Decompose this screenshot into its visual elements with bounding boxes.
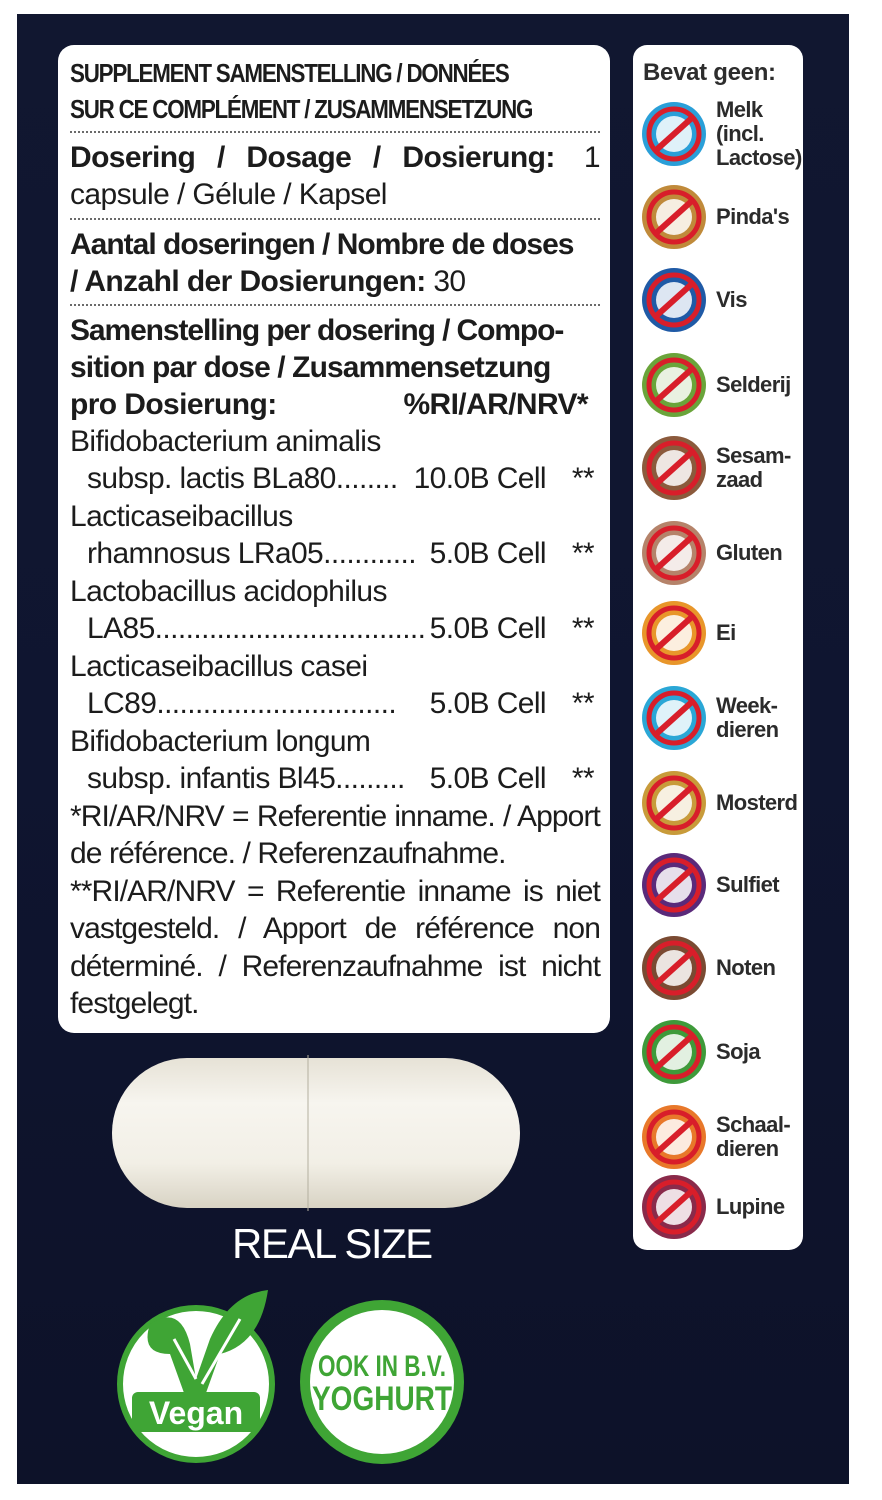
shell-icon (642, 686, 706, 750)
allergen-label: Schaal- dieren (716, 1112, 791, 1161)
allergen-label: Melk (incl. Lactose) (716, 97, 802, 170)
divider (70, 218, 600, 220)
ingredient-leader-dots: ............ (323, 537, 416, 570)
ingredient-amount: 5.0B Cell (429, 537, 546, 570)
ingredient-amount: 10.0B Cell (413, 462, 546, 495)
allergen-item (642, 1175, 785, 1239)
ingredient-row (70, 760, 600, 798)
ingredient-amount: 5.0B Cell (429, 612, 546, 645)
yoghurt-badge-line2: YOGHURT (312, 1380, 453, 1418)
divider (70, 304, 600, 306)
allergen-item (642, 98, 802, 170)
ingredient-name: Lacticaseibacillus casei (70, 649, 368, 683)
ingredient-row (70, 535, 600, 573)
allergen-label: Selderij (716, 372, 791, 397)
nut-icon (642, 936, 706, 1000)
footnote-reference-intake: *RI/AR/NRV = Referentie inname. / Apport de référence. / Referenzaufnahme. (70, 799, 600, 870)
ingredient-strain: rhamnosus LRa05 (87, 537, 324, 570)
allergen-label: Sesam- zaad (716, 443, 791, 492)
ingredient-reference-intake: ** (571, 687, 594, 720)
composition-heading-line2: sition par dose / Zusammensetzung (70, 350, 551, 384)
peanut-icon (642, 185, 706, 249)
ingredient-leader-dots: ........ (335, 462, 398, 495)
allergen-item (642, 771, 797, 835)
wheat-icon (642, 521, 706, 585)
ingredient-list (70, 423, 600, 798)
milk-bottle-icon (642, 102, 706, 166)
allergen-item (642, 1105, 790, 1169)
egg-icon (642, 601, 706, 665)
ingredient-leader-dots: ............................... (156, 687, 397, 720)
soy-icon (642, 1020, 706, 1084)
allergen-item (642, 1020, 760, 1084)
ingredient-name: Bifidobacterium longum (70, 724, 371, 758)
dose-label: Dosering / Dosage / Dosierung: (70, 141, 555, 174)
ingredient-reference-intake: ** (571, 537, 594, 570)
supplement-title-line2: SUR CE COMPLÉMENT / ZUSAMMENSETZUNG (70, 94, 533, 124)
yoghurt-badge-line1: OOK IN B.V. (318, 1350, 446, 1383)
allergen-label: Sulfiet (716, 872, 780, 897)
ingredient-leader-dots: ................................... (154, 612, 426, 645)
ingredient-name: Bifidobacterium animalis (70, 424, 381, 458)
allergen-label: Ei (716, 620, 736, 645)
allergen-label: Pinda's (716, 204, 790, 229)
ingredient-reference-intake: ** (571, 762, 594, 795)
allergen-item (642, 936, 775, 1000)
allergen-label: Lupine (716, 1194, 785, 1219)
ingredient-row (70, 460, 600, 498)
ingredient-strain: LA85 (87, 612, 155, 645)
ingredient-strain: LC89 (87, 687, 157, 720)
reference-intake-header: %RI/AR/NRV* (403, 387, 588, 421)
mustard-icon (642, 771, 706, 835)
crab-icon (642, 1105, 706, 1169)
allergen-item (642, 521, 782, 585)
composition-per-dose-label: pro Dosierung: (70, 387, 277, 421)
ingredient-row (70, 610, 600, 648)
footnote-reference-not-set: **RI/AR/NRV = Referentie inname is niet vastgesteld. / Apport de référence non déterminé. / Referenzaufnahme ist nicht festgelegt. (70, 874, 600, 1020)
allergen-panel-title: Bevat geen: (643, 59, 776, 86)
dose-row (70, 139, 600, 176)
lupine-icon (642, 1175, 706, 1239)
allergen-item (642, 185, 789, 249)
allergen-label: Vis (716, 287, 747, 312)
vegan-badge (110, 1284, 282, 1464)
yoghurt-badge (296, 1296, 468, 1468)
count-label-line1: Aantal doseringen / Nombre de doses (70, 227, 574, 261)
allergen-item (642, 353, 791, 417)
sulfite-icon (642, 853, 706, 917)
ingredient-amount: 5.0B Cell (429, 687, 546, 720)
composition-heading-line3 (70, 386, 600, 423)
ingredient-strain: subsp. infantis Bl45 (87, 762, 336, 795)
celery-icon (642, 353, 706, 417)
ingredient-name: Lacticaseibacillus (70, 499, 293, 533)
composition-panel (58, 45, 610, 1033)
real-size-label: REAL SIZE (232, 1220, 432, 1267)
allergen-item (642, 686, 778, 750)
allergen-item (642, 436, 791, 500)
allergen-label: Mosterd (716, 790, 798, 815)
allergen-label: Soja (716, 1039, 761, 1064)
vegan-text: Vegan (148, 1395, 244, 1431)
count-value: 30 (433, 264, 466, 298)
allergen-item (642, 268, 747, 332)
composition-heading-line1: Samenstelling per dosering / Compo- (70, 313, 564, 347)
capsule-seam (307, 1055, 309, 1211)
ingredient-strain: subsp. lactis BLa80 (87, 462, 336, 495)
supplement-title-line1: SUPPLEMENT SAMENSTELLING / DONNÉES (70, 58, 509, 88)
count-row (70, 263, 600, 300)
ingredient-reference-intake: ** (571, 612, 594, 645)
allergen-panel (633, 45, 803, 1250)
fish-icon (642, 268, 706, 332)
ingredient-leader-dots: ......... (335, 762, 405, 795)
allergen-item (642, 853, 779, 917)
capsule-image (112, 1058, 520, 1208)
count-label-line2: / Anzahl der Dosierungen: (70, 264, 426, 298)
ingredient-row (70, 685, 600, 723)
sesame-icon (642, 436, 706, 500)
allergen-label: Gluten (716, 540, 783, 565)
divider (70, 131, 600, 133)
allergen-label: Noten (716, 955, 776, 980)
ingredient-reference-intake: ** (571, 462, 594, 495)
allergen-label: Week- dieren (716, 693, 779, 742)
ingredient-amount: 5.0B Cell (429, 762, 546, 795)
dose-value: 1 (583, 141, 600, 174)
ingredient-name: Lactobacillus acidophilus (70, 574, 387, 608)
dose-unit: capsule / Gélule / Kapsel (70, 178, 387, 211)
allergen-item (642, 601, 736, 665)
